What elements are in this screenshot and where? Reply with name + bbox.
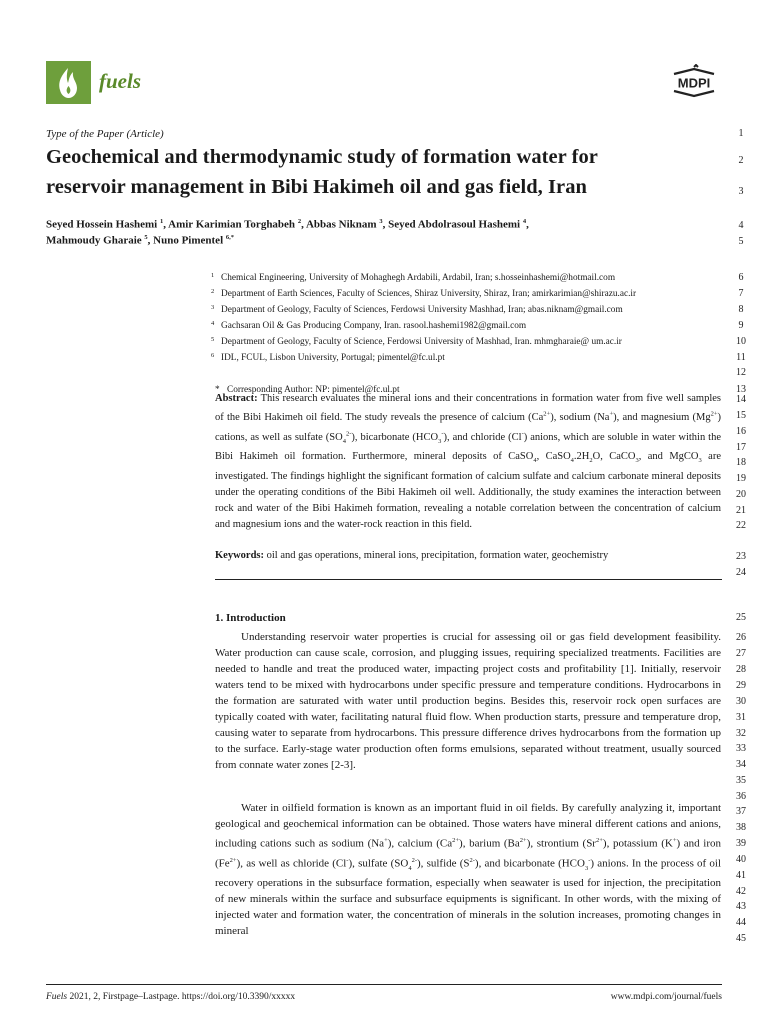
line-number: 39 [736,838,746,849]
line-number: 32 [736,728,746,739]
line-number: 16 [736,426,746,437]
line-number: 37 [736,806,746,817]
paper-title-line-1: Geochemical and thermodynamic study of formation water for [46,146,598,168]
line-number: 7 [738,288,744,299]
affiliation-1: $^1$ Chemical Engineering, University of Mohaghegh Ardabili, Ardabil, Iran; s.hosseinhashemi@hotmail.com [211,272,616,283]
line-number: 6 [738,272,744,283]
line-number: 14 [736,394,746,405]
line-number: 44 [736,917,746,928]
line-number: 45 [736,933,746,944]
intro-paragraph-2: Water in oilfield formation is known as an important fluid in oil fields. By carefully analyzing it, important geological and geochemical information can be obtained. Those waters have mineral different cations and anions, including cations such as sodium (Na+), calcium $(Ca^{2+})$, barium $(Ba^{2+})$, strontium $(Sr^{2+})$, potassium (K+) and iron $(Fe^{2+})$, as well as chloride (Cl-), sulfate $(SO_4^{2-})$, sulfide $(S^{2-})$, and bicarbonate $(HCO_3^-)$ anions. In the process of oil recovery operations in the subsurface formation, especially when seawater is used for injection, the precipitation of new minerals within the surface and subsurface equipments is significant. In other words, with the mixing of injected water and formation water, the concentration of minerals in the solution increases, promoting changes in mineral [215,802,722,938]
keywords [215,548,721,564]
line-number: 1 [738,128,744,139]
line-number: 5 [738,236,744,247]
line-number: 22 [736,520,746,531]
line-number: 11 [736,352,746,363]
line-number: 21 [736,505,746,516]
affiliation-3: $^3$ Department of Geology, Faculty of Sciences, Ferdowsi University Mashhad, Iran; abas.niknam@gmail.com [211,304,623,315]
line-number: 10 [736,336,746,347]
line-number: 31 [736,712,746,723]
line-number: 23 [736,551,746,562]
line-number: 4 [738,220,744,231]
flame-icon [46,61,91,104]
line-number: 2 [738,155,744,166]
line-number: 42 [736,886,746,897]
authors-line-1: Seyed Hossein Hashemi $^1$, Amir Karimian Torghabeh $^2$, Abbas Niknam $^3$, Seyed Abdolrasoul Hashemi $^4$, [46,218,529,231]
journal-name: fuels [99,69,141,93]
line-number: 27 [736,648,746,659]
keywords-text: oil and gas operations, mineral ions, precipitation, formation water, geochemistry [266,550,609,561]
line-number: 3 [738,186,744,197]
line-number: 43 [736,901,746,912]
line-number: 9 [738,320,744,331]
corresponding-author: * Corresponding Author: NP: pimentel@fc.ul.pt [215,385,400,395]
line-number: 28 [736,664,746,675]
paper-type: Type of the Paper (Article) [46,128,164,140]
line-number: 35 [736,775,746,786]
line-number: 12 [736,367,746,378]
line-number: 18 [736,457,746,468]
line-number: 19 [736,473,746,484]
line-number: 40 [736,854,746,865]
line-number: 20 [736,489,746,500]
line-number: 13 [736,384,746,395]
journal-logo [46,61,91,104]
line-number: 29 [736,680,746,691]
section-divider [215,579,722,580]
mdpi-logo [666,64,722,100]
line-number: 25 [736,612,746,623]
affiliation-6: $^6$ IDL, FCUL, Lisbon University, Portugal; pimentel@fc.ul.pt [211,352,445,363]
keywords-label: Keywords: [215,550,264,561]
paper-title-line-2: reservoir management in Bibi Hakimeh oil and gas field, Iran [46,176,587,198]
authors-line-2: Mahmoudy Gharaie $^5$, Nuno Pimentel $^{6,*}$ [46,234,235,247]
section-heading-introduction: 1. Introduction [215,612,286,624]
footer-rule [46,984,722,985]
abstract-text: This research evaluates the mineral ions and their concentrations in formation water from five well samples of the Bibi Hakimeh oil field. The study reveals the presence of calcium $(Ca^{2+})$, sodium (Na+), and magnesium $(Mg^{2+})$ cations, as well as sulfate $(SO_4^{2-})$, bicarbonate $(HCO_3^-)$, and chloride (Cl-) anions, which are soluble in water within the Bibi Hakimeh oil formation. Furthermore, mineral deposits of CaSO$_4$, $CaSO_4.2H_2O$, CaCO$_3$, and MgCO$_3$ are investigated. The findings highlight the significant formation of calcium sulfate and calcium carbonate mineral deposits under the operating conditions of the Bibi Hakimeh oil well. Additionally, the study examines the interaction between rock and water of the Bibi Hakimeh formation, revealing a notable correlation between the concentration of calcium and magnesium ions and the water-rock reaction in this field. [215,393,722,530]
line-number: 26 [736,632,746,643]
affiliation-4: $^4$ Gachsaran Oil & Gas Producing Company, Iran. rasool.hashemi1982@gmail.com [211,320,527,331]
line-number: 36 [736,791,746,802]
line-number: 15 [736,410,746,421]
line-number: 30 [736,696,746,707]
line-number: 17 [736,442,746,453]
footer-citation: Fuels 2021, 2, Firstpage–Lastpage. https://doi.org/10.3390/xxxxx [46,992,296,1002]
affiliation-2: $^2$ Department of Earth Sciences, Faculty of Sciences, Shiraz University, Shiraz, Iran; amirkarimian@shirazu.ac.ir [211,288,637,299]
line-number: 8 [738,304,744,315]
line-number: 34 [736,759,746,770]
line-number: 24 [736,567,746,578]
abstract [215,391,721,533]
line-number: 41 [736,870,746,881]
affiliation-5: $^5$ Department of Geology, Faculty of Science, Ferdowsi University of Mashhad, Iran. mhmgharaie@ um.ac.ir [211,336,622,347]
abstract-label: Abstract: [215,393,258,404]
svg-text:MDPI: MDPI [677,75,711,91]
line-number: 38 [736,822,746,833]
line-number: 33 [736,743,746,754]
footer-url[interactable]: www.mdpi.com/journal/fuels [610,992,722,1002]
intro-paragraph-1: Understanding reservoir water properties is crucial for assessing oil or gas field development feasibility. Water production can cause scale, corrosion, and plugging issues, requiring specialized treatments. Facilities are needed to handle and treat the produced water, impacting project costs and profitability [1]. Initially, reservoir waters tend to be mixed with hydrocarbons under specific pressure and temperature conditions. Hydrocarbons in the formation are saturated with water until production begins. Besides this, reservoir rock open surfaces are typically coated with water, facilitating natural fluid flow. When production starts, pressure and temperature drop, causing water to separate from hydrocarbons. This pressure difference drives hydrocarbons from the formation up to the surface. Early-stage water production often forms emulsions, separated without treatment, usually sourced from connate water zones [2-3]. [215,631,721,771]
